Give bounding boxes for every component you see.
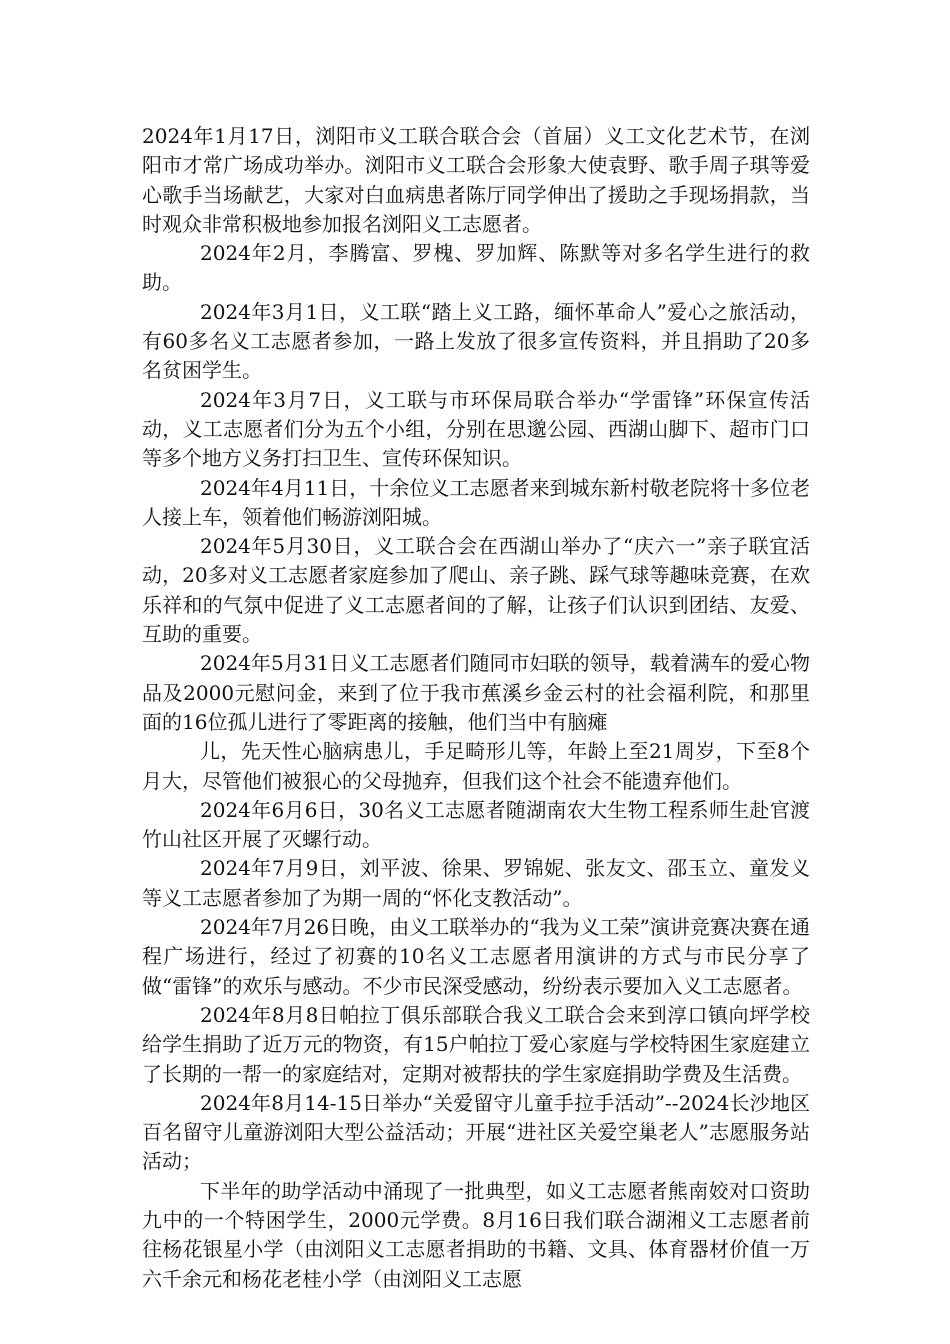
paragraph-1: 2024年1月17日，浏阳市义工联合联合会（首届）义工文化艺术节，在浏阳市才常广场成功举办。浏阳市义工联合会形象大使袁野、歌手周子琪等爱心歌手当场献艺，大家对白血病患者陈厅同学伸出了援助之手现场捐款，当时观众非常积极地参加报名浏阳义工志愿者。	[142, 124, 810, 236]
paragraph-13: 2024年8月14-15日举办“关爱留守儿童手拉手活动”--2024长沙地区百名留守儿童游浏阳大型公益活动；开展“进社区关爱空巢老人”志愿服务站活动；	[142, 1090, 810, 1174]
paragraph-4: 2024年3月7日，义工联与市环保局联合举办“学雷锋”环保宣传活动，义工志愿者们分为五个小组，分别在思邈公园、西湖山脚下、超市门口等多个地方义务打扫卫生、宣传环保知识。	[142, 387, 810, 471]
paragraph-2: 2024年2月，李腾富、罗槐、罗加辉、陈默等对多名学生进行的救助。	[142, 241, 810, 295]
paragraph-5: 2024年4月11日，十余位义工志愿者来到城东新村敬老院将十多位老人接上车，领着他们畅游浏阳城。	[142, 475, 810, 529]
paragraph-6: 2024年5月30日，义工联合会在西湖山举办了“庆六一”亲子联宜活动，20多对义工志愿者家庭参加了爬山、亲子跳、踩气球等趣味竞赛，在欢乐祥和的气氛中促进了义工志愿者间的了解，让孩子们认识到团结、友爱、互助的重要。	[142, 534, 810, 647]
paragraph-3: 2024年3月1日，义工联“踏上义工路，缅怀革命人”爱心之旅活动，有60多名义工志愿者参加，一路上发放了很多宣传资料，并且捐助了20多名贫困学生。	[142, 299, 810, 383]
paragraph-9: 2024年6月6日，30名义工志愿者随湖南农大生物工程系师生赴官渡竹山社区开展了灭螺行动。	[142, 797, 810, 852]
paragraph-11: 2024年7月26日晚，由义工联举办的“我为义工荣”演讲竞赛决赛在通程广场进行，经过了初赛的10名义工志愿者用演讲的方式与市民分享了做“雷锋”的欢乐与感动。不少市民深受感动，纷纷表示要加入义工志愿者。	[142, 915, 810, 998]
paragraph-10: 2024年7月9日，刘平波、徐果、罗锦妮、张友文、邵玉立、童发义等义工志愿者参加了为期一周的“怀化支教活动”。	[142, 856, 810, 910]
paragraph-8: 儿，先天性心脑病患儿，手足畸形儿等，年龄上至21周岁，下至8个月大，尽管他们被狠心的父母抛弃，但我们这个社会不能遗弃他们。	[142, 739, 810, 793]
paragraph-14: 下半年的助学活动中涌现了一批典型，如义工志愿者熊南姣对口资助九中的一个特困学生，2000元学费。8月16日我们联合湖湘义工志愿者前往杨花银星小学（由浏阳义工志愿者捐助的书籍、文具、体育器材价值一万六千余元和杨花老桂小学（由浏阳义工志愿	[142, 1178, 810, 1291]
paragraph-12: 2024年8月8日帕拉丁俱乐部联合我义工联合会来到淳口镇向坪学校给学生捐助了近万元的物资，有15户帕拉丁爱心家庭与学校特困生家庭建立了长期的一帮一的家庭结对，定期对被帮扶的学生家庭捐助学费及生活费。	[142, 1002, 810, 1086]
paragraph-7: 2024年5月31日义工志愿者们随同市妇联的领导，载着满车的爱心物品及2000元慰问金，来到了位于我市蕉溪乡金云村的社会福利院，和那里面的16位孤儿进行了零距离的接触，他们当中有脑瘫	[142, 651, 810, 734]
document-body	[142, 122, 810, 1294]
